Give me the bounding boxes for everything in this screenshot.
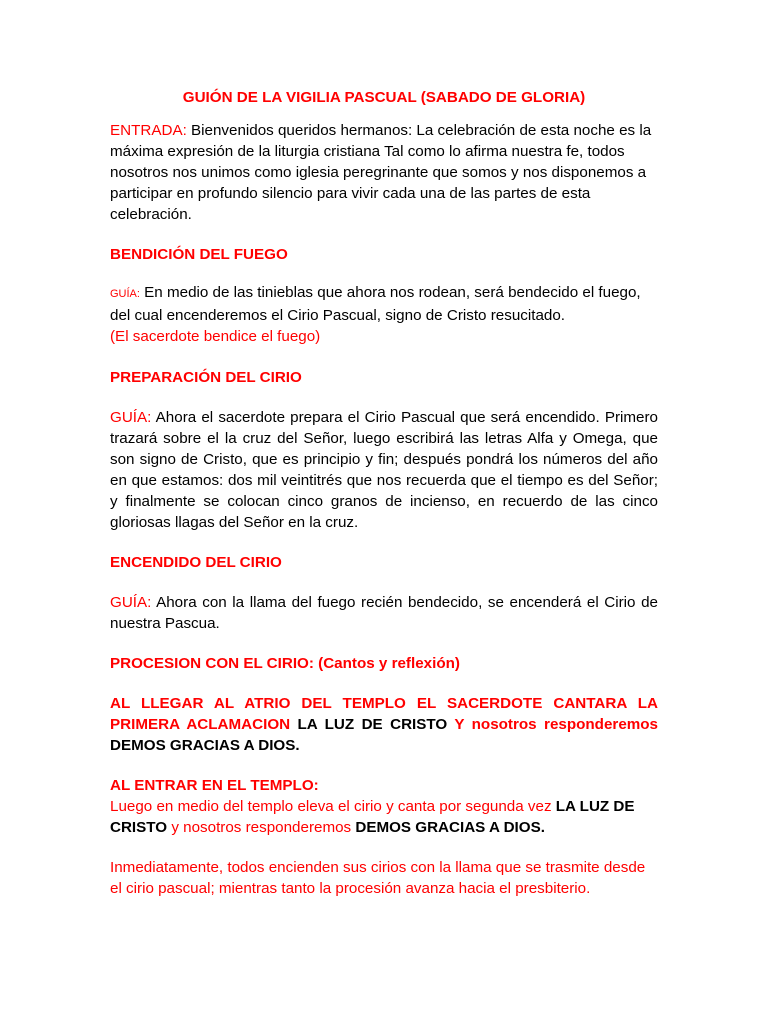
encendido-paragraph — [110, 592, 658, 634]
encendido-heading: ENCENDIDO DEL CIRIO — [110, 554, 282, 571]
atrio-part1: AL LLEGAR AL ATRIO DEL TEMPLO EL SACERDOTE CANTARA LA PRIMERA ACLAMACION — [110, 695, 658, 733]
preparacion-guia-label: GUÍA: — [110, 409, 152, 426]
encendido-guia-label: GUÍA: — [110, 594, 152, 611]
bendicion-text: En medio de las tinieblas que ahora nos rodean, será bendecido el fuego, del cual encenderemos el Cirio Pascual, signo de Cristo resucitado. — [110, 284, 641, 324]
procesion-heading-text: PROCESION CON EL CIRIO: — [110, 655, 314, 672]
atrio-part4: DEMOS GRACIAS A DIOS. — [110, 737, 300, 754]
preparacion-heading: PREPARACIÓN DEL CIRIO — [110, 369, 302, 386]
bendicion-heading: BENDICIÓN DEL FUEGO — [110, 246, 288, 263]
atrio-paragraph — [110, 693, 658, 756]
templo-part3: y nosotros responderemos — [171, 819, 352, 836]
templo-part4: DEMOS GRACIAS A DIOS. — [351, 819, 545, 836]
bendicion-guia-label: GUÍA: — [110, 288, 140, 300]
atrio-part3: Y nosotros responderemos — [454, 716, 658, 733]
templo-paragraph — [110, 796, 658, 838]
preparacion-paragraph — [110, 407, 658, 533]
procesion-heading — [110, 653, 658, 674]
entrada-text: Bienvenidos queridos hermanos: La celebración de esta noche es la máxima expresión de la liturgia cristiana Tal como lo afirma nuestra fe, todos nosotros nos unimos como iglesia peregrinante que somos y nos disponemos a participar en profundo silencio para vivir cada una de las partes de esta celebración. — [110, 122, 652, 223]
templo-part2: LA LUZ DE CRISTO — [110, 798, 635, 836]
document-page — [110, 87, 658, 899]
atrio-part2: LA LUZ DE CRISTO — [290, 716, 455, 733]
encendido-text: Ahora con la llama del fuego recién bendecido, se encenderá el Cirio de nuestra Pascua. — [110, 594, 658, 632]
templo-heading: AL ENTRAR EN EL TEMPLO: — [110, 777, 319, 794]
preparacion-text: Ahora el sacerdote prepara el Cirio Pascual que será encendido. Primero trazará sobre el la cruz del Señor, luego escribirá las letras Alfa y Omega, que son signo de Cristo, que es principio y fin; después pondrá los números del año en que estamos: dos mil veintitrés que nos recuerda que el tiempo es del Señor; y finalmente se colocan cinco granos de incienso, en recuerdo de las cinco gloriosas llagas del Señor en la cruz. — [110, 409, 658, 531]
procesion-sub: (Cantos y reflexión) — [313, 655, 460, 672]
templo-part1: Luego en medio del templo eleva el cirio y canta por segunda vez — [110, 798, 556, 815]
bendicion-note: (El sacerdote bendice el fuego) — [110, 328, 321, 345]
document-title: GUIÓN DE LA VIGILIA PASCUAL (SABADO DE GLORIA) — [182, 89, 586, 106]
entrada-label: ENTRADA: — [110, 122, 187, 139]
final-paragraph: Inmediatamente, todos encienden sus cirios con la llama que se trasmite desde el cirio pascual; mientras tanto la procesión avanza hacia el presbiterio. — [110, 859, 646, 897]
entrada-paragraph — [110, 120, 658, 225]
bendicion-paragraph — [110, 282, 658, 326]
